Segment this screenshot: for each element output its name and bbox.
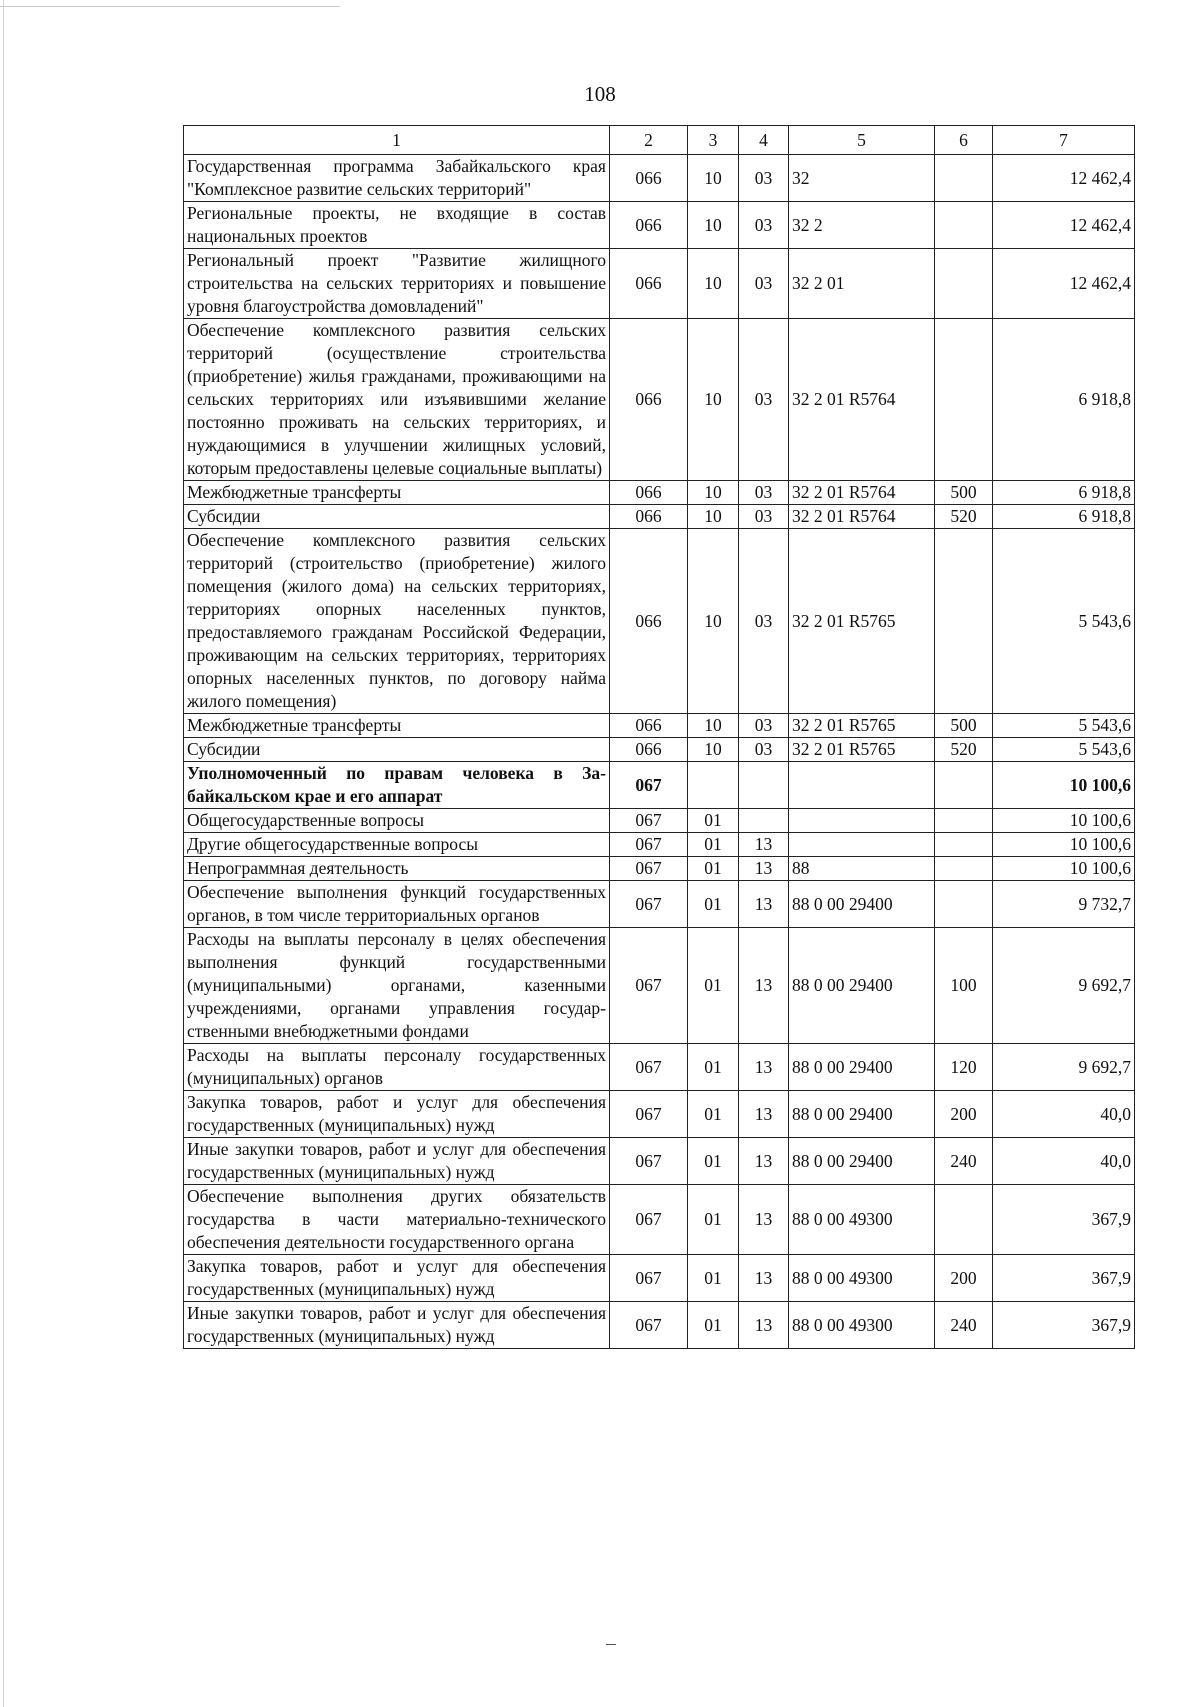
subsection-cell: 03	[739, 505, 789, 529]
table-row	[184, 249, 1135, 319]
section-cell: 01	[688, 1185, 739, 1255]
subsection-cell: 13	[739, 1091, 789, 1138]
expense-type-cell: 520	[935, 738, 993, 762]
code-cell: 066	[610, 202, 688, 249]
code-cell: 066	[610, 738, 688, 762]
amount-cell: 6 918,8	[993, 505, 1135, 529]
code-cell: 067	[610, 1044, 688, 1091]
scan-edge-line	[3, 0, 4, 1707]
target-article-cell: 88 0 00 29400	[789, 881, 935, 928]
table-row	[184, 928, 1135, 1044]
code-cell: 066	[610, 319, 688, 481]
section-cell: 10	[688, 529, 739, 714]
code-cell: 066	[610, 714, 688, 738]
section-cell	[688, 762, 739, 809]
subsection-cell: 13	[739, 1255, 789, 1302]
amount-cell: 40,0	[993, 1138, 1135, 1185]
column-header: 2	[610, 126, 688, 155]
code-cell: 067	[610, 1138, 688, 1185]
expense-type-cell	[935, 833, 993, 857]
row-name-cell: Иные закупки товаров, работ и услуг для обеспечения государственных (муниципальных) нужд	[184, 1302, 610, 1349]
section-cell: 10	[688, 505, 739, 529]
table-row	[184, 529, 1135, 714]
target-article-cell: 88	[789, 857, 935, 881]
expense-type-cell	[935, 202, 993, 249]
row-name-cell: Закупка товаров, работ и услуг для обеспечения государственных (муниципальных) нужд	[184, 1091, 610, 1138]
table-header-row	[184, 126, 1135, 155]
expense-type-cell: 500	[935, 481, 993, 505]
row-name-cell: Обеспечение выполнения функций государственных органов, в том числе территориальных органов	[184, 881, 610, 928]
amount-cell: 5 543,6	[993, 738, 1135, 762]
code-cell: 067	[610, 1185, 688, 1255]
row-name-cell: Непрограммная деятельность	[184, 857, 610, 881]
table-row	[184, 809, 1135, 833]
subsection-cell: 13	[739, 1138, 789, 1185]
section-cell: 10	[688, 202, 739, 249]
subsection-cell: 13	[739, 857, 789, 881]
amount-cell: 367,9	[993, 1255, 1135, 1302]
code-cell: 067	[610, 857, 688, 881]
amount-cell: 40,0	[993, 1091, 1135, 1138]
row-name-cell: Иные закупки товаров, работ и услуг для обеспечения государственных (муниципальных) нужд	[184, 1138, 610, 1185]
column-header: 5	[789, 126, 935, 155]
subsection-cell: 13	[739, 881, 789, 928]
table-row	[184, 155, 1135, 202]
target-article-cell: 32	[789, 155, 935, 202]
expense-type-cell	[935, 319, 993, 481]
expense-type-cell	[935, 529, 993, 714]
amount-cell: 12 462,4	[993, 202, 1135, 249]
section-cell: 10	[688, 738, 739, 762]
amount-cell: 9 692,7	[993, 928, 1135, 1044]
row-name-cell: Закупка товаров, работ и услуг для обеспечения государственных (муниципальных) нужд	[184, 1255, 610, 1302]
subsection-cell	[739, 809, 789, 833]
amount-cell: 12 462,4	[993, 249, 1135, 319]
expense-type-cell	[935, 1185, 993, 1255]
amount-cell: 367,9	[993, 1302, 1135, 1349]
subsection-cell: 13	[739, 833, 789, 857]
expense-type-cell	[935, 809, 993, 833]
table-row	[184, 481, 1135, 505]
amount-cell: 10 100,6	[993, 762, 1135, 809]
expense-type-cell: 120	[935, 1044, 993, 1091]
target-article-cell: 88 0 00 29400	[789, 1138, 935, 1185]
section-cell: 01	[688, 809, 739, 833]
column-header: 6	[935, 126, 993, 155]
target-article-cell: 88 0 00 29400	[789, 1044, 935, 1091]
target-article-cell: 32 2 01 R5765	[789, 529, 935, 714]
subsection-cell: 03	[739, 249, 789, 319]
code-cell: 067	[610, 881, 688, 928]
code-cell: 067	[610, 833, 688, 857]
subsection-cell: 13	[739, 1044, 789, 1091]
target-article-cell	[789, 762, 935, 809]
section-cell: 10	[688, 155, 739, 202]
table-row	[184, 857, 1135, 881]
expense-type-cell: 200	[935, 1255, 993, 1302]
subsection-cell: 13	[739, 928, 789, 1044]
row-name-cell: Межбюджетные трансферты	[184, 714, 610, 738]
amount-cell: 9 732,7	[993, 881, 1135, 928]
row-name-cell: Другие общегосударственные вопросы	[184, 833, 610, 857]
code-cell: 067	[610, 1302, 688, 1349]
code-cell: 067	[610, 762, 688, 809]
table-row	[184, 202, 1135, 249]
target-article-cell: 32 2 01	[789, 249, 935, 319]
row-name-cell: Межбюджетные трансферты	[184, 481, 610, 505]
expense-type-cell	[935, 249, 993, 319]
row-name-cell: Субсидии	[184, 738, 610, 762]
amount-cell: 10 100,6	[993, 857, 1135, 881]
amount-cell: 5 543,6	[993, 529, 1135, 714]
section-cell: 01	[688, 857, 739, 881]
row-name-cell: Обеспечение комплексного развития сельских территорий (строительство (приобретение) жилого помещения (жилого дома) на сельских территориях, территориях опорных населенных пунктов, предоставляемого гражданам Российской Федерации, проживающим на сельских территориях, территориях опорных населенных пунктов, по договору найма жилого помещения)	[184, 529, 610, 714]
table-row	[184, 1044, 1135, 1091]
section-cell: 01	[688, 1044, 739, 1091]
page-number: 108	[584, 82, 616, 106]
target-article-cell	[789, 833, 935, 857]
table-row	[184, 762, 1135, 809]
table-row	[184, 1138, 1135, 1185]
row-name-cell: Расходы на выплаты персоналу государственных (муниципальных) органов	[184, 1044, 610, 1091]
amount-cell: 10 100,6	[993, 833, 1135, 857]
table-row	[184, 1091, 1135, 1138]
section-cell: 01	[688, 1255, 739, 1302]
section-cell: 10	[688, 481, 739, 505]
code-cell: 066	[610, 505, 688, 529]
column-header: 4	[739, 126, 789, 155]
table-body	[184, 126, 1135, 1349]
table-row	[184, 881, 1135, 928]
section-cell: 01	[688, 1091, 739, 1138]
target-article-cell: 88 0 00 29400	[789, 1091, 935, 1138]
section-cell: 01	[688, 1302, 739, 1349]
code-cell: 066	[610, 481, 688, 505]
row-name-cell: Региональные проекты, не входящие в состав национальных проектов	[184, 202, 610, 249]
target-article-cell: 32 2 01 R5764	[789, 505, 935, 529]
target-article-cell: 32 2 01 R5765	[789, 714, 935, 738]
target-article-cell: 88 0 00 49300	[789, 1185, 935, 1255]
budget-table	[183, 125, 1135, 1349]
target-article-cell: 88 0 00 49300	[789, 1255, 935, 1302]
row-name-cell: Расходы на выплаты персоналу в целях обеспечения выполнения функций государственными (муниципальными) органами, казенными учреждениями, органами управления государственными внебюджетными фондами	[184, 928, 610, 1044]
subsection-cell: 03	[739, 529, 789, 714]
row-name-cell: Обеспечение комплексного развития сельских территорий (осуществление строительства (приобретение) жилья гражданами, проживающими на сельских территориях или изъявившими желание постоянно проживать на сельских территориях, и нуждающимися в улучшении жилищных условий, которым предоставлены целевые социальные выплаты)	[184, 319, 610, 481]
amount-cell: 6 918,8	[993, 481, 1135, 505]
amount-cell: 9 692,7	[993, 1044, 1135, 1091]
column-header: 1	[184, 126, 610, 155]
section-cell: 01	[688, 1138, 739, 1185]
section-cell: 01	[688, 881, 739, 928]
table-row	[184, 505, 1135, 529]
table-row	[184, 319, 1135, 481]
expense-type-cell: 100	[935, 928, 993, 1044]
section-cell: 01	[688, 833, 739, 857]
row-name-cell: Государственная программа Забайкальского края "Комплексное развитие сельских территорий"	[184, 155, 610, 202]
section-cell: 10	[688, 249, 739, 319]
amount-cell: 5 543,6	[993, 714, 1135, 738]
page-mark	[606, 1644, 616, 1645]
table-row	[184, 1185, 1135, 1255]
column-header: 3	[688, 126, 739, 155]
target-article-cell: 32 2 01 R5764	[789, 481, 935, 505]
subsection-cell: 03	[739, 155, 789, 202]
target-article-cell	[789, 809, 935, 833]
subsection-cell: 03	[739, 714, 789, 738]
expense-type-cell	[935, 762, 993, 809]
target-article-cell: 32 2	[789, 202, 935, 249]
row-name-cell: Региональный проект "Развитие жилищного строительства на сельских территориях и повышение уровня благоустройства домовладений"	[184, 249, 610, 319]
code-cell: 066	[610, 155, 688, 202]
row-name-cell: Обеспечение выполнения других обязательств государства в части материально-технического обеспечения деятельности государственного органа	[184, 1185, 610, 1255]
subsection-cell	[739, 762, 789, 809]
amount-cell: 367,9	[993, 1185, 1135, 1255]
amount-cell: 12 462,4	[993, 155, 1135, 202]
code-cell: 067	[610, 928, 688, 1044]
code-cell: 067	[610, 1091, 688, 1138]
code-cell: 066	[610, 529, 688, 714]
expense-type-cell: 240	[935, 1138, 993, 1185]
expense-type-cell	[935, 881, 993, 928]
target-article-cell: 88 0 00 49300	[789, 1302, 935, 1349]
section-cell: 10	[688, 714, 739, 738]
amount-cell: 6 918,8	[993, 319, 1135, 481]
target-article-cell: 88 0 00 29400	[789, 928, 935, 1044]
row-name-cell: Субсидии	[184, 505, 610, 529]
section-cell: 10	[688, 319, 739, 481]
expense-type-cell: 240	[935, 1302, 993, 1349]
code-cell: 067	[610, 809, 688, 833]
subsection-cell: 03	[739, 202, 789, 249]
scan-edge-line	[0, 6, 340, 7]
subsection-cell: 13	[739, 1185, 789, 1255]
subsection-cell: 03	[739, 738, 789, 762]
row-name-cell: Уполномоченный по правам человека в Забайкальском крае и его аппарат	[184, 762, 610, 809]
expense-type-cell	[935, 155, 993, 202]
table-row	[184, 738, 1135, 762]
expense-type-cell	[935, 857, 993, 881]
target-article-cell: 32 2 01 R5764	[789, 319, 935, 481]
code-cell: 067	[610, 1255, 688, 1302]
subsection-cell: 13	[739, 1302, 789, 1349]
row-name-cell: Общегосударственные вопросы	[184, 809, 610, 833]
expense-type-cell: 200	[935, 1091, 993, 1138]
subsection-cell: 03	[739, 481, 789, 505]
subsection-cell: 03	[739, 319, 789, 481]
amount-cell: 10 100,6	[993, 809, 1135, 833]
expense-type-cell: 500	[935, 714, 993, 738]
section-cell: 01	[688, 928, 739, 1044]
column-header: 7	[993, 126, 1135, 155]
code-cell: 066	[610, 249, 688, 319]
table-row	[184, 714, 1135, 738]
table-row	[184, 833, 1135, 857]
table-row	[184, 1302, 1135, 1349]
expense-type-cell: 520	[935, 505, 993, 529]
target-article-cell: 32 2 01 R5765	[789, 738, 935, 762]
table-row	[184, 1255, 1135, 1302]
